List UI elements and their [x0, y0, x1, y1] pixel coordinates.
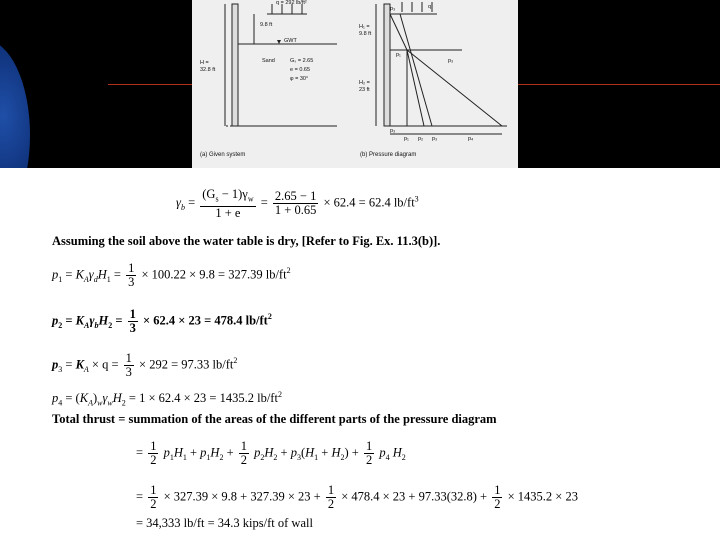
half-den-6: 2 — [494, 497, 501, 511]
h2-value: 23 ft — [359, 87, 370, 93]
half-frac-5 — [326, 484, 336, 511]
sum-part-2: × 478.4 × 23 + 97.33(32.8) + — [341, 489, 488, 504]
p3-mid: × q = — [91, 357, 119, 372]
dark-banner — [0, 0, 720, 168]
p3-equation: $p_3 = K_A \times q$ = $\frac{1}{3}$ × 292 = 97.33 $lb/ft^2$ — [52, 351, 238, 379]
p2-calc: × 62.4 × 23 = 478.4 lb/ft — [143, 313, 268, 328]
p3-calc: × 292 = 97.33 lb/ft — [139, 357, 234, 372]
fraction-numeric — [273, 190, 318, 217]
third-den-2: 3 — [129, 321, 136, 335]
soil-label: Sand — [262, 58, 275, 64]
solution-text — [0, 168, 720, 540]
half-den-2: 2 — [240, 453, 247, 467]
p3-side-label: p₃ — [448, 58, 454, 64]
depth-label: 9.8 ft — [260, 22, 273, 28]
p4-calc: = 1 × 62.4 × 23 = 1435.2 lb/ft — [128, 391, 278, 406]
sum-numeric: = $\frac{1}{2}$ × 327.39 × 9.8 + 327.39 × 23 + $\frac{1}{2}$ × 478.4 × 23 + 97.33(32.8) + $\frac{1}{2}$ × 1435.2 × 23 — [136, 483, 578, 511]
half-frac-6 — [492, 484, 502, 511]
half-frac-2 — [239, 440, 249, 467]
h2-label: H₂ = — [359, 80, 370, 86]
blue-arc-decoration — [0, 40, 30, 168]
frac-num-2: 2.65 − 1 — [274, 189, 317, 204]
third-frac-3 — [124, 352, 134, 379]
gs-rest: − 1)γ — [218, 187, 248, 201]
void-ratio-label: e = 0.65 — [290, 67, 311, 73]
red-rule-right — [518, 84, 720, 85]
third-frac-2 — [128, 308, 138, 335]
pressure-line-1 — [390, 14, 407, 50]
half-num-2: 1 — [240, 439, 247, 453]
equals: = — [188, 195, 196, 210]
bottom-p2-label: p₂ — [418, 136, 424, 142]
half-den-5: 2 — [327, 497, 335, 511]
bottom-p3b-label: p₃ — [432, 136, 438, 142]
caption-a: (a) Given system — [200, 152, 246, 158]
equals-2: = — [260, 195, 268, 210]
gs-sub: s — [215, 194, 219, 204]
gamma-symbol: γ — [176, 195, 181, 210]
half-frac-3 — [364, 440, 374, 467]
gs-label: Gₛ = 2.65 — [290, 58, 314, 64]
h1-label: H₁ = — [359, 24, 370, 30]
gamma-result: × 62.4 = 62.4 lb/ft — [323, 195, 415, 210]
third-den-3: 3 — [125, 365, 132, 379]
half-den-4: 2 — [150, 497, 157, 511]
p4-equation: $p_4 = (K_A)_w\gamma_wH_2 = 1 \times 62.4 \times 23 = 1435.2$ $lb/ft^2$ — [52, 390, 282, 408]
p1-equation: $p_1 = K_A\gamma_dH_1$ = $\frac{1}{3}$ × 100.22 × 9.8 = 327.39 $lb/ft^2$ — [52, 261, 291, 289]
q-label: q — [428, 4, 432, 10]
frac-den-2: 1 + 0.65 — [274, 203, 317, 218]
third-num-3: 1 — [125, 351, 132, 365]
sum-part-3: × 1435.2 × 23 — [507, 489, 578, 504]
p1-calc: × 100.22 × 9.8 = 327.39 lb/ft — [141, 267, 287, 282]
gwt-label: GWT — [284, 38, 297, 44]
h-value: 32.8 ft — [200, 67, 216, 73]
bottom-p3-label: p₃ — [390, 128, 396, 134]
p2-sup: 2 — [267, 312, 272, 322]
h-label: H = — [200, 60, 209, 66]
p1-label: p₁ — [396, 52, 401, 58]
h1-value: 9.8 ft — [359, 31, 372, 37]
bottom-p1-label: p₁ — [404, 136, 409, 142]
p4-sup: 2 — [277, 390, 282, 399]
unit-sup: 3 — [414, 194, 419, 204]
final-result: = 34,333 lb/ft = 34.3 kips/ft of wall — [136, 516, 313, 530]
pressure-line-2 — [400, 14, 432, 126]
half-num-6: 1 — [494, 483, 501, 497]
gs-open: (G — [202, 187, 216, 201]
total-thrust-heading: Total thrust = summation of the areas of the different parts of the pressure diagram — [52, 412, 497, 426]
half-num-1: 1 — [150, 439, 157, 453]
surcharge-label: q = 292 lb/ft² — [276, 0, 307, 6]
half-den-1: 2 — [150, 453, 157, 467]
sum-part-1: × 327.39 × 9.8 + 327.39 × 23 + — [163, 489, 321, 504]
gamma-b-equation — [176, 188, 419, 220]
half-num-3: 1 — [365, 439, 373, 453]
figure-drawing — [192, 0, 518, 168]
p3-top-label: p₃ — [390, 6, 396, 12]
frac-den: 1 + e — [215, 205, 241, 220]
wall-right — [384, 4, 390, 126]
retaining-wall-figure — [192, 0, 518, 168]
third-frac — [126, 262, 136, 289]
third-num-2: 1 — [129, 307, 136, 321]
third-den: 3 — [128, 275, 135, 289]
p3-sup: 2 — [233, 356, 238, 366]
p2-equation: $p_2 = K_A\gamma_bH_2$ = $\frac{1}{3}$ × 62.4 × 23 = 478.4 $lb/ft^2$ — [52, 307, 272, 335]
gw-sub: w — [247, 194, 254, 204]
sum-formula: = $\frac{1}{2}$ $p_1H_1 + p_1H_2$ + $\frac{1}{2}$ $p_2H_2 + p_3(H_1 + H_2)$ + $\frac{1}{2}$ $p_4$ $H_2$ — [136, 439, 406, 467]
half-num-4: 1 — [150, 483, 157, 497]
gamma-sub: b — [180, 203, 185, 213]
bottom-p4-label: p₄ — [468, 136, 474, 142]
half-num-5: 1 — [327, 483, 335, 497]
half-frac-1 — [148, 440, 158, 467]
assumption-text: Assuming the soil above the water table is dry, [Refer to Fig. Ex. 11.3(b)]. — [52, 234, 441, 248]
phi-label: φ = 30° — [290, 76, 309, 82]
third-num: 1 — [128, 261, 135, 275]
half-den-3: 2 — [365, 453, 373, 467]
red-rule-left — [108, 84, 192, 85]
frac-num — [200, 188, 255, 207]
half-frac-4 — [148, 484, 158, 511]
wall-left — [232, 4, 238, 126]
fraction-gamma — [200, 188, 255, 220]
caption-b: (b) Pressure diagram — [360, 152, 417, 158]
p1-sup: 2 — [286, 266, 291, 276]
